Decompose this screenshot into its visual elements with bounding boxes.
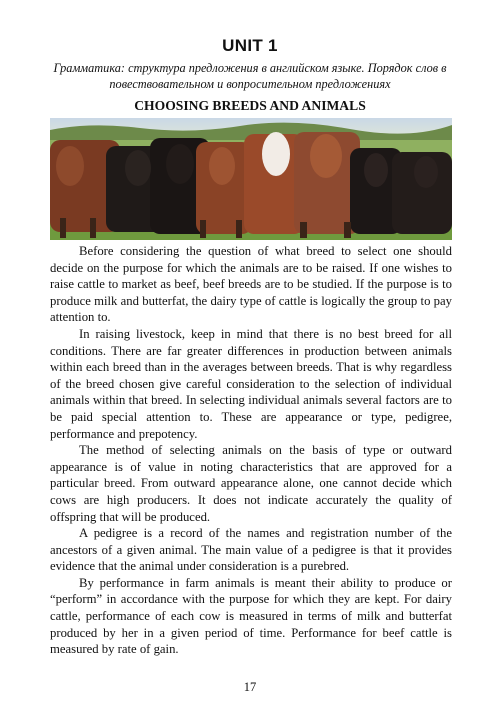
- cattle-photo: [50, 118, 452, 240]
- page-number: 17: [243, 680, 257, 694]
- unit-title: UNIT 1: [222, 36, 278, 55]
- section-heading: CHOOSING BREEDS AND ANIMALS: [134, 98, 366, 113]
- cattle-illustration: [50, 118, 452, 240]
- paragraph-type-selection: The method of selecting animals on the basis of type or outward appearance is of value in noting characteristics that are approved for a particular breed. From outward appearance alone, one cannot decide which cows are high producers. It does not indicate accurately the quality of offspring that will be produced.: [50, 443, 452, 524]
- paragraph-performance: By performance in farm animals is meant their ability to produce or “perform” in accordance with the purpose for which they are kept. For dairy cattle, performance of each cow is measured in terms of milk and butterfat produced by her in a given period of time. Performance for beef cattle is measured by rate of gain.: [50, 575, 452, 657]
- paragraph-breed-purpose: Before considering the question of what breed to select one should decide on the purpose for which the animals are to be raised. If one wishes to raise cattle to market as beef, beef breeds are to be studied. If the purpose is to produce milk and butterfat, the dairy type of cattle is logically the group to pay attention to.: [50, 244, 452, 325]
- grammar-subtitle: Грамматика: структура предложения в английском языке. Порядок слов в повествовательном и вопросительном предложениях: [53, 61, 447, 91]
- article-body: [50, 243, 452, 658]
- paragraph-best-breed: In raising livestock, keep in mind that there is no best breed for all conditions. There are far greater differences in production between animals within each breed than in the averages between breeds. That is why regardless of the breed chosen give careful consideration to the selection of individual animals within that breed. In selecting individual animals several factors are to be paid special attention to. These are appearance or type, pedigree, performance and prepotency.: [50, 326, 452, 441]
- paragraph-pedigree: A pedigree is a record of the names and registration number of the ancestors of a given animal. The main value of a pedigree is that it provides evidence that the animal under consideration is a purebred.: [50, 526, 452, 574]
